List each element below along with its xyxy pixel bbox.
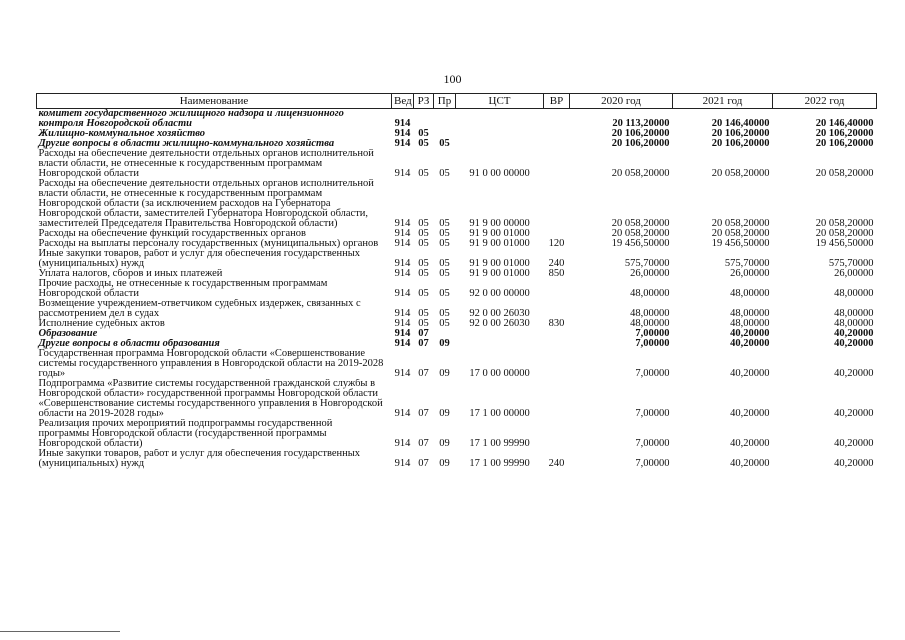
cell-pr: 05	[439, 318, 450, 329]
cell-rz	[414, 109, 434, 130]
cell-pr: 05	[439, 308, 450, 319]
cell-cst	[456, 139, 544, 149]
header-ved: Вед	[392, 94, 414, 109]
cell-2020: 19 456,50000	[611, 238, 670, 249]
cell-2021: 19 456,50000	[711, 238, 770, 249]
table-row	[37, 419, 877, 449]
cell-2021: 40,20000	[730, 458, 770, 469]
cell-2021: 575,70000	[724, 258, 770, 269]
table-row	[37, 269, 877, 279]
table-row	[37, 299, 877, 319]
cell-ved: 914	[394, 128, 411, 139]
cell-vr: 830	[548, 318, 565, 329]
table-header-row	[37, 94, 877, 109]
cell-2021: 20 106,20000	[711, 128, 770, 139]
table-row	[37, 249, 877, 269]
cell-2022: 40,20000	[834, 328, 874, 339]
cell-ved: 914	[394, 438, 411, 449]
cell-2021: 40,20000	[730, 368, 770, 379]
cell-name: Расходы на обеспечение функций государственных органов	[38, 229, 306, 239]
cell-2021: 40,20000	[730, 408, 770, 419]
cell-cst: 17 1 00 99990	[469, 458, 530, 469]
cell-cst: 91 9 00 00000	[469, 218, 530, 229]
cell-2022: 40,20000	[834, 408, 874, 419]
cell-cst	[456, 129, 544, 139]
cell-pr: 05	[439, 238, 450, 249]
cell-cst: 91 9 00 01000	[469, 238, 530, 249]
cell-rz: 05	[418, 318, 429, 329]
table-row	[37, 149, 877, 179]
cell-ved: 914	[394, 458, 411, 469]
cell-rz: 07	[418, 338, 429, 349]
table-row	[37, 179, 877, 229]
cell-rz: 07	[418, 458, 429, 469]
cell-vr: 240	[548, 458, 565, 469]
table-row	[37, 449, 877, 469]
header-vr: ВР	[544, 94, 570, 109]
cell-vr	[544, 329, 570, 339]
cell-ved: 914	[394, 238, 411, 249]
cell-2021: 40,20000	[730, 338, 770, 349]
cell-cst: 91 9 00 01000	[469, 258, 530, 269]
page-number: 100	[443, 72, 462, 86]
cell-pr: 09	[439, 338, 450, 349]
cell-cst: 92 0 00 26030	[469, 318, 530, 329]
table-row	[37, 279, 877, 299]
cell-2020: 20 106,20000	[611, 138, 670, 149]
cell-vr	[544, 179, 570, 229]
header-2021: 2021 год	[673, 94, 773, 109]
cell-pr	[434, 109, 456, 130]
cell-rz: 05	[418, 288, 429, 299]
cell-vr	[544, 149, 570, 179]
cell-pr: 05	[439, 218, 450, 229]
table-row	[37, 339, 877, 349]
cell-rz: 05	[418, 238, 429, 249]
budget-table	[36, 93, 877, 469]
cell-name: Жилищно-коммунальное хозяйство	[38, 129, 206, 139]
cell-2022: 48,00000	[834, 318, 874, 329]
cell-name: Возмещение учреждением-ответчиком судебных издержек, связанных с рассмотрением дел в судах	[38, 299, 361, 319]
header-name: Наименование	[37, 94, 392, 109]
cell-vr	[544, 129, 570, 139]
header-2020: 2020 год	[570, 94, 673, 109]
cell-ved: 914	[394, 258, 411, 269]
cell-2020: 7,00000	[635, 368, 670, 379]
cell-name: Иные закупки товаров, работ и услуг для обеспечения государственных (муниципальных) нужд	[38, 249, 361, 269]
cell-2022: 575,70000	[828, 258, 874, 269]
cell-vr	[544, 419, 570, 449]
cell-vr: 120	[548, 238, 565, 249]
cell-2020: 7,00000	[635, 438, 670, 449]
cell-cst: 17 1 00 00000	[469, 408, 530, 419]
cell-pr: 05	[439, 268, 450, 279]
cell-2020: 575,70000	[624, 258, 670, 269]
cell-vr	[544, 279, 570, 299]
cell-name: Подпрограмма «Развитие системы государственной гражданской службы в Новгородской области» государственной программы Новгородской области «Совершенствование системы государственного управления в Новгородской области на 2019-2028 годы»	[38, 379, 383, 419]
cell-2022: 20 058,20000	[815, 168, 874, 179]
cell-pr: 09	[439, 458, 450, 469]
cell-rz: 05	[418, 308, 429, 319]
table-body	[37, 109, 877, 470]
cell-rz: 05	[418, 138, 429, 149]
cell-2021: 48,00000	[730, 308, 770, 319]
cell-vr: 850	[548, 268, 565, 279]
cell-rz: 07	[418, 408, 429, 419]
cell-2021: 26,00000	[730, 268, 770, 279]
cell-rz: 07	[418, 328, 429, 339]
cell-name: Образование	[38, 329, 98, 339]
cell-cst: 17 1 00 99990	[469, 438, 530, 449]
cell-2022: 40,20000	[834, 438, 874, 449]
cell-2022: 20 106,20000	[815, 128, 874, 139]
cell-2021: 48,00000	[730, 288, 770, 299]
cell-cst	[456, 339, 544, 349]
cell-2020: 7,00000	[635, 458, 670, 469]
cell-2022: 48,00000	[834, 308, 874, 319]
header-rz: РЗ	[414, 94, 434, 109]
cell-ved: 914	[394, 218, 411, 229]
cell-cst: 92 0 00 26030	[469, 308, 530, 319]
cell-2021: 40,20000	[730, 438, 770, 449]
cell-pr: 05	[439, 228, 450, 239]
cell-pr: 05	[439, 258, 450, 269]
cell-cst: 92 0 00 00000	[469, 288, 530, 299]
page-edge-rule	[0, 631, 120, 632]
cell-2020: 20 058,20000	[611, 228, 670, 239]
cell-cst: 91 0 00 00000	[469, 168, 530, 179]
table-row	[37, 349, 877, 379]
cell-2020: 48,00000	[630, 318, 670, 329]
cell-2022: 20 106,20000	[815, 138, 874, 149]
table-row	[37, 239, 877, 249]
cell-cst	[456, 329, 544, 339]
cell-2022: 19 456,50000	[815, 238, 874, 249]
cell-ved: 914	[394, 338, 411, 349]
cell-2020: 7,00000	[635, 338, 670, 349]
cell-name: Расходы на обеспечение деятельности отдельных органов исполнительной власти области, не отнесенные к государственным программам Новгородской области	[38, 149, 374, 179]
cell-2020: 26,00000	[630, 268, 670, 279]
cell-2022: 26,00000	[834, 268, 874, 279]
cell-2022: 20 146,40000	[815, 118, 874, 129]
cell-2020: 20 058,20000	[611, 168, 670, 179]
cell-pr: 09	[439, 438, 450, 449]
cell-vr	[544, 109, 570, 130]
cell-name: Исполнение судебных актов	[38, 319, 165, 329]
table-row	[37, 139, 877, 149]
cell-2020: 7,00000	[635, 408, 670, 419]
cell-ved: 914	[394, 138, 411, 149]
table-row	[37, 379, 877, 419]
cell-2022: 40,20000	[834, 368, 874, 379]
cell-name: Прочие расходы, не отнесенные к государственным программам Новгородской области	[38, 279, 328, 299]
cell-ved: 914	[394, 408, 411, 419]
cell-cst: 91 9 00 01000	[469, 268, 530, 279]
cell-pr: 09	[439, 408, 450, 419]
cell-rz: 05	[418, 128, 429, 139]
cell-name: Расходы на выплаты персоналу государственных (муниципальных) органов	[38, 239, 379, 249]
cell-vr	[544, 379, 570, 419]
cell-rz: 05	[418, 228, 429, 239]
cell-ved: 914	[394, 308, 411, 319]
cell-2021: 48,00000	[730, 318, 770, 329]
cell-vr	[544, 349, 570, 379]
cell-ved: 914	[394, 268, 411, 279]
cell-cst: 17 0 00 00000	[469, 368, 530, 379]
cell-2021: 20 106,20000	[711, 138, 770, 149]
cell-cst: 91 9 00 01000	[469, 228, 530, 239]
cell-2020: 20 058,20000	[611, 218, 670, 229]
cell-pr: 05	[439, 168, 450, 179]
cell-2022: 20 058,20000	[815, 228, 874, 239]
cell-ved: 914	[394, 228, 411, 239]
cell-2021: 20 058,20000	[711, 168, 770, 179]
cell-2021: 40,20000	[730, 328, 770, 339]
table-row	[37, 109, 877, 130]
cell-vr	[544, 299, 570, 319]
cell-cst	[456, 109, 544, 130]
cell-ved: 914	[394, 318, 411, 329]
cell-vr	[544, 339, 570, 349]
cell-vr: 240	[548, 258, 565, 269]
header-pr: Пр	[434, 94, 456, 109]
cell-name: Уплата налогов, сборов и иных платежей	[38, 269, 223, 279]
cell-name: Иные закупки товаров, работ и услуг для обеспечения государственных (муниципальных) нужд	[38, 449, 361, 469]
cell-name: Другие вопросы в области образования	[38, 339, 220, 349]
cell-2020: 7,00000	[635, 328, 670, 339]
cell-2022: 40,20000	[834, 458, 874, 469]
cell-2020: 20 113,20000	[612, 118, 670, 129]
cell-rz: 05	[418, 268, 429, 279]
cell-pr: 05	[439, 138, 450, 149]
cell-2020: 48,00000	[630, 288, 670, 299]
cell-vr	[544, 139, 570, 149]
cell-ved: 914	[394, 288, 411, 299]
cell-rz: 07	[418, 368, 429, 379]
cell-ved: 914	[394, 118, 411, 129]
cell-rz: 07	[418, 438, 429, 449]
cell-2021: 20 058,20000	[711, 228, 770, 239]
cell-2020: 20 106,20000	[611, 128, 670, 139]
cell-name: Реализация прочих мероприятий подпрограммы государственной программы Новгородской области (государственной программы Новгородской области)	[38, 419, 333, 449]
cell-ved: 914	[394, 168, 411, 179]
cell-2021: 20 146,40000	[711, 118, 770, 129]
cell-rz: 05	[418, 168, 429, 179]
cell-name: Государственная программа Новгородской области «Совершенствование системы государственного управления в Новгородской области на 2019-2028 годы»	[38, 349, 384, 379]
cell-rz: 05	[418, 258, 429, 269]
cell-ved: 914	[394, 328, 411, 339]
cell-rz: 05	[418, 218, 429, 229]
cell-2022: 40,20000	[834, 338, 874, 349]
cell-2021: 20 058,20000	[711, 218, 770, 229]
cell-pr: 09	[439, 368, 450, 379]
cell-2020: 48,00000	[630, 308, 670, 319]
cell-2022: 20 058,20000	[815, 218, 874, 229]
header-2022: 2022 год	[773, 94, 877, 109]
header-cst: ЦСТ	[456, 94, 544, 109]
cell-name: комитет государственного жилищного надзора и лицензионного контроля Новгородской области	[38, 108, 344, 129]
cell-name: Расходы на обеспечение деятельности отдельных органов исполнительной власти области, не отнесенные к государственным программам Новгородской области (за исключением расходов на Губернатора Новгородской области, заместителей Губернатора Новгородской области, заместителей Председателя Правительства Новгородской области)	[38, 179, 374, 229]
cell-ved: 914	[394, 368, 411, 379]
cell-pr: 05	[439, 288, 450, 299]
cell-name: Другие вопросы в области жилищно-коммунального хозяйства	[38, 139, 335, 149]
cell-2022: 48,00000	[834, 288, 874, 299]
